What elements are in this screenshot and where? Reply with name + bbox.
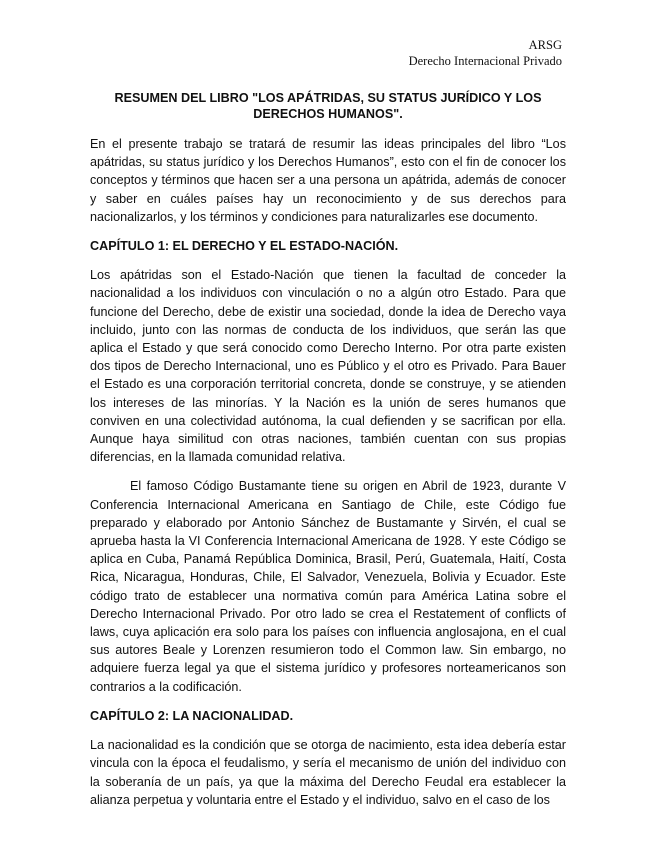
course-name: Derecho Internacional Privado [408,54,562,68]
chapter-2-heading: CAPÍTULO 2: LA NACIONALIDAD. [90,708,294,723]
chapter-1-paragraph: Los apátridas son el Estado-Nación que tienen la facultad de conceder la nacionalidad a los individuos con vinculación o no a algún otro Estado. Para que funcione del Derecho, debe de existir una sociedad, donde la idea de Derecho vaya incluido, junto con las normas de conducta de los individuos, que serán las que aplica el Estado y que será conocido como Derecho Interno. Por otra parte existen dos tipos de Derecho Internacional, uno es Público y el otro es Privado. Para Bauer el Estado es una corporación territorial concreta, donde se construye, y se atienden los intereses de las minorías. Y la Nación es la unión de seres humanos que conviven en una colectividad autónoma, la cual defienden y se sacrifican por ella. Aunque haya similitud con otras naciones, también cuentan con sus propias diferencias, en la llamada comunidad relativa. [90,268,566,465]
page-header [409,37,562,69]
document-title: RESUMEN DEL LIBRO "LOS APÁTRIDAS, SU STATUS JURÍDICO Y LOS DERECHOS HUMANOS". [114,91,542,121]
chapter-1-heading: CAPÍTULO 1: EL DERECHO Y EL ESTADO-NACIÓN. [90,239,399,254]
document-body [90,91,566,820]
chapter-2-paragraph: La nacionalidad es la condición que se otorga de nacimiento, esta idea debería estar vincula con la época el feudalismo, y sería el mecanismo de unión del individuo con la soberanía de un país, ya que la máxima del Derecho Feudal era establecer la alianza perpetua y voluntaria entre el Estado y el individuo, salvo en el caso de los [90,738,566,807]
chapter-1-paragraph: El famoso Código Bustamante tiene su origen en Abril de 1923, durante V Conferencia Internacional Americana en Santiago de Chile, este Código fue preparado y elaborado por Antonio Sánchez de Bustamante y Sirvén, el cual se aprueba hasta la VI Conferencia Internacional Americana de 1928. Y este Código se aplica en Cuba, Panamá República Dominica, Brasil, Perú, Guatemala, Haití, Costa Rica, Nicaragua, Honduras, Chile, El Salvador, Venezuela, Bolivia y Ecuador. Este código trato de establecer una normativa común para América Latina sobre el Derecho Internacional Privado. Por otro lado se crea el Restatement of conflicts of laws, cuya aplicación era solo para los países con influencia anglosajona, en el cual sus autores Beale y Lorenzen resumieron todo el Common law. Sin embargo, no adquiere fuerza legal ya que el sistema jurídico y profesores norteamericanos son contrarios a la codificación. [90,479,566,694]
intro-paragraph: En el presente trabajo se tratará de resumir las ideas principales del libro “Los apátridas, su status jurídico y los Derechos Humanos”, esto con el fin de conocer los conceptos y términos que hacen ser a una persona un apátrida, además de conocer y saber en cuáles países hay un reconocimiento y de sus derechos para nacionalizarlos, y los términos y condiciones para naturalizarles ese documento. [90,137,566,224]
author-initials: ARSG [528,38,562,52]
